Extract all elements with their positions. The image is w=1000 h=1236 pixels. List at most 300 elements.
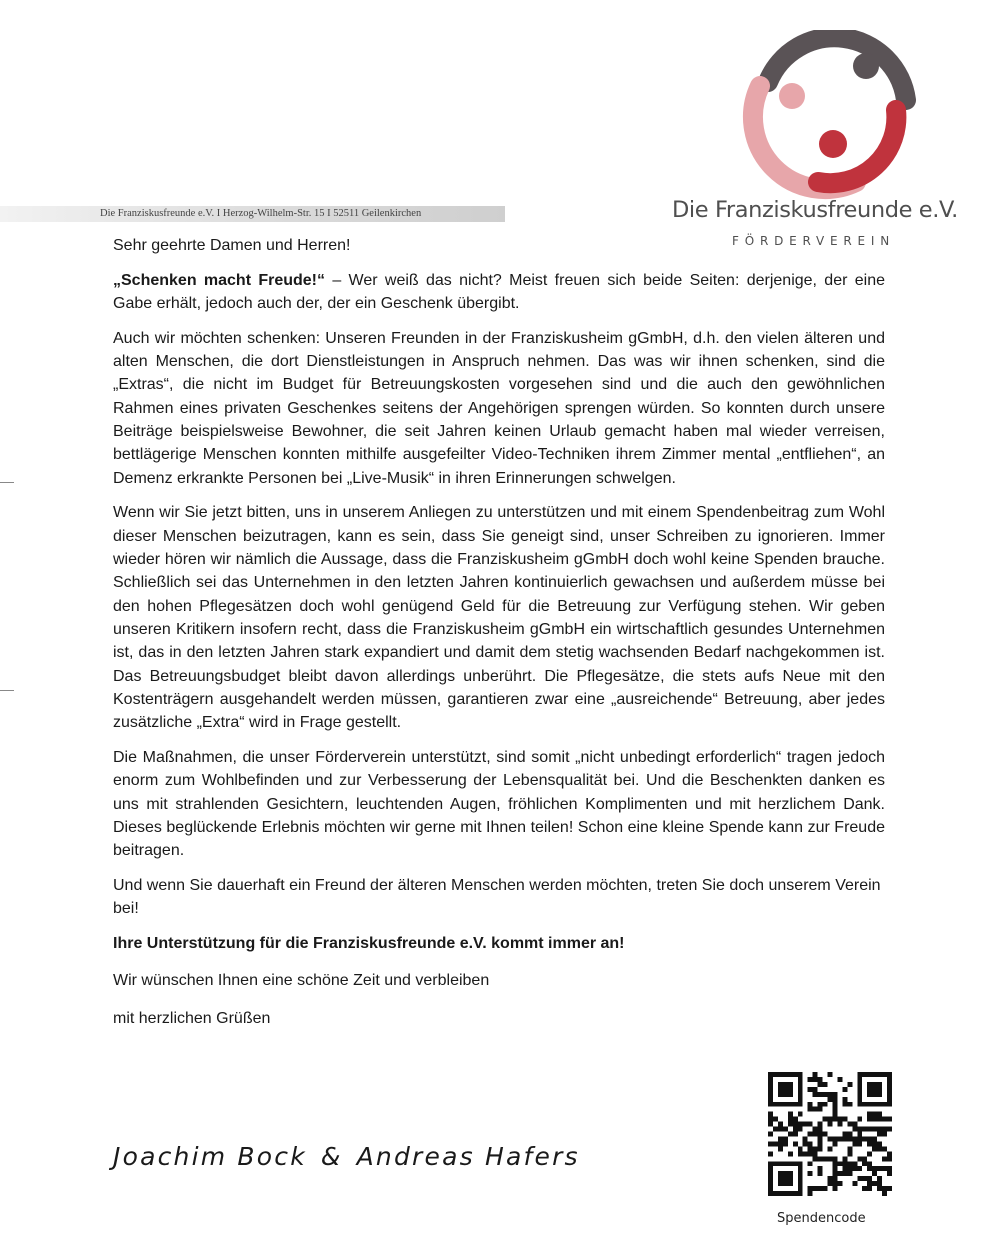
qr-module [783, 1072, 788, 1077]
qr-module [882, 1166, 887, 1171]
qr-module [768, 1112, 773, 1117]
qr-module [798, 1181, 803, 1186]
qr-module [783, 1161, 788, 1166]
qr-module [783, 1181, 788, 1186]
qr-module [842, 1087, 847, 1092]
qr-module [788, 1191, 793, 1196]
qr-module [867, 1181, 872, 1186]
qr-module [818, 1107, 823, 1112]
qr-module [798, 1166, 803, 1171]
qr-module [872, 1136, 877, 1141]
qr-module [768, 1092, 773, 1097]
qr-module [877, 1146, 882, 1151]
qr-module [798, 1191, 803, 1196]
qr-module [768, 1087, 773, 1092]
qr-module [808, 1186, 813, 1191]
qr-module [798, 1102, 803, 1107]
qr-module [842, 1156, 847, 1161]
qr-module [813, 1087, 818, 1092]
qr-module [877, 1132, 882, 1137]
qr-module [832, 1102, 837, 1107]
qr-module [867, 1087, 872, 1092]
fold-mark [0, 690, 14, 691]
qr-module [788, 1117, 793, 1122]
qr-module [823, 1186, 828, 1191]
qr-module [882, 1072, 887, 1077]
qr-module [798, 1097, 803, 1102]
qr-module [798, 1161, 803, 1166]
qr-module [847, 1161, 852, 1166]
qr-module [877, 1082, 882, 1087]
qr-module [778, 1191, 783, 1196]
qr-module [793, 1122, 798, 1127]
qr-code-icon[interactable] [768, 1072, 892, 1196]
qr-module [887, 1166, 892, 1171]
qr-module [818, 1132, 823, 1137]
qr-module [872, 1181, 877, 1186]
qr-module [793, 1132, 798, 1137]
qr-module [887, 1082, 892, 1087]
letter-body [113, 234, 885, 1044]
qr-module [857, 1166, 862, 1171]
salutation: Sehr geehrte Damen und Herren! [113, 237, 351, 254]
qr-module [798, 1087, 803, 1092]
qr-module [867, 1072, 872, 1077]
qr-module [773, 1161, 778, 1166]
qr-module [813, 1132, 818, 1137]
qr-module [857, 1156, 862, 1161]
qr-module [842, 1102, 847, 1107]
qr-module [813, 1107, 818, 1112]
paragraph-membership: Und wenn Sie dauerhaft ein Freund der älteren Menschen werden möchten, treten Sie doch unserem Verein bei! [113, 876, 881, 918]
qr-module [867, 1127, 872, 1132]
qr-module [847, 1136, 852, 1141]
qr-module [857, 1102, 862, 1107]
qr-module [778, 1072, 783, 1077]
qr-module [818, 1082, 823, 1087]
qr-module [882, 1132, 887, 1137]
qr-module [783, 1176, 788, 1181]
qr-module [862, 1072, 867, 1077]
qr-module [778, 1087, 783, 1092]
qr-module [788, 1072, 793, 1077]
qr-module [857, 1082, 862, 1087]
qr-module [867, 1161, 872, 1166]
qr-module [842, 1171, 847, 1176]
qr-module [803, 1136, 808, 1141]
paragraph-gifts: Auch wir möchten schenken: Unseren Freunden in der Franziskusheim gGmbH, d.h. den vielen älteren und alten Menschen, die dort Dienstleistungen in Anspruch nehmen. Das was wir ihnen schenken, sind die „Extras“, die nicht im Budget für Betreuungskosten vorgesehen sind und die auch den gewöhnlichen Rahmen eines privaten Geschenkes seitens der Angehörigen sprengen würden. So konnten durch unsere Beiträge beispielsweise Bewohner, die seit Jahren keinen Urlaub gemacht haben mal wieder verreisen, bettlägerige Menschen konnten mithilfe ausgefeilter Video-Techniken ihrem Zimmer mental „entfliehen“, an Demenz erkrankte Personen bei „Live-Musik“ in ihren Erinnerungen schwelgen. [113, 329, 885, 487]
qr-module [887, 1117, 892, 1122]
qr-module [862, 1136, 867, 1141]
qr-module [837, 1117, 842, 1122]
qr-module [788, 1112, 793, 1117]
qr-module [828, 1122, 833, 1127]
qr-module [857, 1127, 862, 1132]
qr-module [778, 1122, 783, 1127]
qr-module [867, 1141, 872, 1146]
qr-module [887, 1171, 892, 1176]
qr-module [813, 1092, 818, 1097]
fold-mark [0, 482, 14, 483]
qr-module [778, 1136, 783, 1141]
qr-module [887, 1102, 892, 1107]
qr-module [768, 1191, 773, 1196]
qr-module [778, 1146, 783, 1151]
qr-module [842, 1166, 847, 1171]
three-people-circle-logo [738, 30, 918, 200]
signature [113, 1142, 580, 1171]
qr-module [857, 1136, 862, 1141]
qr-module [818, 1102, 823, 1107]
qr-module [837, 1077, 842, 1082]
qr-module [803, 1151, 808, 1156]
qr-module [798, 1146, 803, 1151]
qr-module [867, 1112, 872, 1117]
qr-module [867, 1102, 872, 1107]
organization-name: Die Franziskusfreunde e.V. [672, 197, 958, 223]
qr-module [823, 1156, 828, 1161]
qr-module [877, 1166, 882, 1171]
qr-module [877, 1117, 882, 1122]
qr-module [808, 1151, 813, 1156]
qr-module [813, 1186, 818, 1191]
qr-module [867, 1166, 872, 1171]
qr-module [813, 1146, 818, 1151]
qr-module [788, 1092, 793, 1097]
qr-module [852, 1166, 857, 1171]
qr-module [867, 1092, 872, 1097]
qr-module [793, 1117, 798, 1122]
qr-module [768, 1122, 773, 1127]
qr-module [877, 1141, 882, 1146]
paragraph-request: Wenn wir Sie jetzt bitten, uns in unserem Anliegen zu unterstützen und mit einem Spendenbeitrag zum Wohl dieser Menschen beizutragen, kann es sein, dass Sie geneigt sind, unser Schreiben zu ignorieren. Immer wieder hören wir nämlich die Aussage, dass die Franziskusheim gGmbH doch wohl keine Spenden brauche. Schließlich sei das Unternehmen in den letzten Jahren kontinuierlich gewachsen und außerdem müsse bei den hohen Pflegesätzen doch wohl genügend Geld für die Betreuung zur Verfügung stehen. Wir geben unseren Kritikern insofern recht, dass die Franziskusheim gGmbH ein wirtschaftlich gesundes Unternehmen ist, das in den letzten Jahren stark expandiert und damit dem stetig wachsenden Bedarf nachgekommen ist. Das Betreuungsbudget bleibt davon allerdings unberührt. Die Pflegesätze, die stets aufs Neue mit den Kostenträgern ausgehandelt werden müssen, garantieren zwar eine „ausreichende“ Betreuung, aber jedes zusätzliche „Extra“ wird in Frage gestellt. [113, 504, 885, 732]
qr-module [778, 1092, 783, 1097]
qr-module [783, 1082, 788, 1087]
qr-module [862, 1156, 867, 1161]
qr-module [842, 1097, 847, 1102]
qr-module [872, 1102, 877, 1107]
qr-module [882, 1127, 887, 1132]
qr-module [808, 1171, 813, 1176]
qr-module [788, 1171, 793, 1176]
qr-module [832, 1141, 837, 1146]
signature-ampersand: & [320, 1142, 343, 1171]
qr-module [813, 1077, 818, 1082]
qr-module [828, 1097, 833, 1102]
qr-module [818, 1156, 823, 1161]
qr-module [768, 1166, 773, 1171]
qr-module [778, 1141, 783, 1146]
qr-module [852, 1122, 857, 1127]
qr-module [768, 1102, 773, 1107]
qr-module [857, 1087, 862, 1092]
qr-module [867, 1082, 872, 1087]
qr-module [882, 1156, 887, 1161]
qr-module [872, 1117, 877, 1122]
qr-module [803, 1122, 808, 1127]
qr-module [832, 1112, 837, 1117]
intro-headline: „Schenken macht Freude!“ [113, 271, 326, 289]
qr-module [837, 1171, 842, 1176]
qr-module [832, 1176, 837, 1181]
qr-module [847, 1146, 852, 1151]
qr-module [778, 1181, 783, 1186]
qr-module [773, 1102, 778, 1107]
qr-module [788, 1176, 793, 1181]
qr-module [808, 1077, 813, 1082]
qr-module [847, 1082, 852, 1087]
qr-module [773, 1127, 778, 1132]
paragraph-intro [113, 269, 885, 316]
qr-module [882, 1191, 887, 1196]
qr-module [788, 1161, 793, 1166]
qr-module [832, 1161, 837, 1166]
qr-module [783, 1141, 788, 1146]
qr-module [862, 1161, 867, 1166]
qr-module [887, 1092, 892, 1097]
qr-module [778, 1161, 783, 1166]
qr-module [828, 1072, 833, 1077]
qr-module [832, 1136, 837, 1141]
qr-module [798, 1127, 803, 1132]
qr-module [857, 1176, 862, 1181]
qr-module [857, 1141, 862, 1146]
qr-module [862, 1186, 867, 1191]
qr-module [852, 1136, 857, 1141]
qr-module [832, 1181, 837, 1186]
closing-line-1: Wir wünschen Ihnen eine schöne Zeit und verbleiben [113, 972, 490, 990]
qr-module [877, 1102, 882, 1107]
qr-module [887, 1151, 892, 1156]
qr-module [808, 1141, 813, 1146]
qr-module [847, 1151, 852, 1156]
qr-module [842, 1161, 847, 1166]
qr-module [837, 1181, 842, 1186]
qr-module [818, 1077, 823, 1082]
qr-module [808, 1191, 813, 1196]
qr-module [832, 1166, 837, 1171]
qr-code-label: Spendencode [777, 1211, 866, 1226]
qr-module [882, 1102, 887, 1107]
qr-module [788, 1132, 793, 1137]
qr-module [798, 1186, 803, 1191]
sender-address: Die Franziskusfreunde e.V. I Herzog-Wilhelm-Str. 15 I 52511 Geilenkirchen [100, 208, 422, 219]
qr-module [818, 1166, 823, 1171]
qr-module [768, 1132, 773, 1137]
qr-module [823, 1092, 828, 1097]
qr-module [832, 1117, 837, 1122]
qr-module [823, 1132, 828, 1137]
qr-module [857, 1092, 862, 1097]
qr-module [818, 1141, 823, 1146]
qr-module [823, 1117, 828, 1122]
qr-module [788, 1151, 793, 1156]
qr-module [808, 1132, 813, 1137]
qr-module [798, 1151, 803, 1156]
qr-module [818, 1186, 823, 1191]
qr-module [778, 1176, 783, 1181]
qr-module [872, 1141, 877, 1146]
qr-module [872, 1112, 877, 1117]
intro-text: – Wer weiß das nicht? Meist freuen sich beide Seiten: derjenige, der eine Gabe erhält, jedoch auch der, der ein Geschenk übergibt. [113, 271, 885, 313]
qr-module [808, 1087, 813, 1092]
qr-module [788, 1102, 793, 1107]
qr-module [847, 1132, 852, 1137]
qr-module [788, 1181, 793, 1186]
qr-module [852, 1161, 857, 1166]
qr-module [818, 1171, 823, 1176]
qr-module [798, 1072, 803, 1077]
qr-module [788, 1122, 793, 1127]
qr-module [882, 1117, 887, 1122]
qr-module [798, 1092, 803, 1097]
qr-module [783, 1102, 788, 1107]
qr-module [793, 1072, 798, 1077]
qr-module [783, 1092, 788, 1097]
qr-module [788, 1082, 793, 1087]
qr-module [887, 1072, 892, 1077]
qr-module [783, 1127, 788, 1132]
qr-module [793, 1102, 798, 1107]
qr-module [818, 1146, 823, 1151]
qr-module [887, 1087, 892, 1092]
qr-module [768, 1077, 773, 1082]
qr-module [857, 1132, 862, 1137]
support-statement [113, 932, 885, 955]
qr-module [768, 1117, 773, 1122]
qr-module [887, 1097, 892, 1102]
qr-module [768, 1171, 773, 1176]
qr-module [837, 1161, 842, 1166]
qr-module [832, 1107, 837, 1112]
qr-module [783, 1171, 788, 1176]
qr-module [808, 1107, 813, 1112]
qr-module [862, 1102, 867, 1107]
qr-module [828, 1176, 833, 1181]
signature-name-2: Andreas Hafers [356, 1142, 580, 1171]
qr-module [773, 1117, 778, 1122]
qr-module [818, 1092, 823, 1097]
qr-module [877, 1092, 882, 1097]
qr-module [887, 1156, 892, 1161]
qr-module [832, 1186, 837, 1191]
qr-module [857, 1077, 862, 1082]
qr-module [768, 1176, 773, 1181]
qr-module [862, 1176, 867, 1181]
qr-module [852, 1181, 857, 1186]
qr-module [783, 1087, 788, 1092]
qr-module [798, 1112, 803, 1117]
qr-module [862, 1127, 867, 1132]
qr-module [808, 1146, 813, 1151]
qr-module [887, 1077, 892, 1082]
qr-module [887, 1127, 892, 1132]
qr-module [828, 1136, 833, 1141]
qr-module [778, 1127, 783, 1132]
qr-module [778, 1171, 783, 1176]
qr-module [793, 1161, 798, 1166]
qr-module [872, 1127, 877, 1132]
qr-module [857, 1097, 862, 1102]
qr-module [788, 1087, 793, 1092]
qr-module [867, 1186, 872, 1191]
qr-module [783, 1136, 788, 1141]
logo-red-head [819, 130, 847, 158]
qr-module [828, 1117, 833, 1122]
qr-module [872, 1087, 877, 1092]
organization-subtitle: FÖRDERVEREIN [732, 234, 896, 248]
qr-module [837, 1136, 842, 1141]
qr-module [813, 1072, 818, 1077]
qr-module [828, 1092, 833, 1097]
qr-module [768, 1161, 773, 1166]
qr-module [852, 1127, 857, 1132]
qr-module [773, 1191, 778, 1196]
qr-module [778, 1082, 783, 1087]
signature-name-1: Joachim Bock [113, 1142, 307, 1171]
qr-module [808, 1161, 813, 1166]
qr-module [837, 1122, 842, 1127]
qr-module [768, 1082, 773, 1087]
qr-module [877, 1176, 882, 1181]
qr-module [832, 1097, 837, 1102]
qr-module [842, 1136, 847, 1141]
qr-module [808, 1122, 813, 1127]
qr-module [828, 1181, 833, 1186]
qr-module [818, 1136, 823, 1141]
qr-module [828, 1156, 833, 1161]
qr-module [882, 1146, 887, 1151]
logo-pink-head [779, 83, 805, 109]
logo-grey-head [853, 53, 879, 79]
qr-module [798, 1176, 803, 1181]
qr-module [793, 1191, 798, 1196]
qr-module [872, 1072, 877, 1077]
qr-module [793, 1141, 798, 1146]
qr-module [818, 1122, 823, 1127]
qr-module [832, 1171, 837, 1176]
qr-module [877, 1186, 882, 1191]
qr-module [872, 1166, 877, 1171]
qr-module [832, 1156, 837, 1161]
qr-module [872, 1146, 877, 1151]
qr-module [813, 1156, 818, 1161]
qr-module [803, 1141, 808, 1146]
qr-module [828, 1146, 833, 1151]
qr-module [872, 1171, 877, 1176]
qr-module [847, 1166, 852, 1171]
qr-module [783, 1191, 788, 1196]
qr-module [887, 1186, 892, 1191]
qr-module [847, 1102, 852, 1107]
qr-module [768, 1181, 773, 1186]
qr-module [877, 1087, 882, 1092]
qr-module [798, 1082, 803, 1087]
qr-module [867, 1117, 872, 1122]
qr-module [857, 1072, 862, 1077]
qr-module [793, 1127, 798, 1132]
qr-module [778, 1102, 783, 1107]
qr-module [832, 1092, 837, 1097]
qr-module [808, 1102, 813, 1107]
qr-module [768, 1151, 773, 1156]
qr-module [818, 1127, 823, 1132]
qr-module [773, 1072, 778, 1077]
qr-module [877, 1072, 882, 1077]
qr-module [768, 1097, 773, 1102]
qr-module [847, 1122, 852, 1127]
paragraph-measures: Die Maßnahmen, die unser Förderverein unterstützt, sind somit „nicht unbedingt erforderlich“ tragen jedoch enorm zum Wohlbefinden und zur Verbesserung der Lebensqualität bei. Und die Beschenkten danken es uns mit strahlenden Gesichtern, leuchtenden Augen, fröhlichen Komplimenten und mit herzlichem Dank. Dieses beglückende Erlebnis möchten wir gerne mit Ihnen teilen! Schon eine kleine Spende kann zur Freude beitragen. [113, 748, 885, 860]
